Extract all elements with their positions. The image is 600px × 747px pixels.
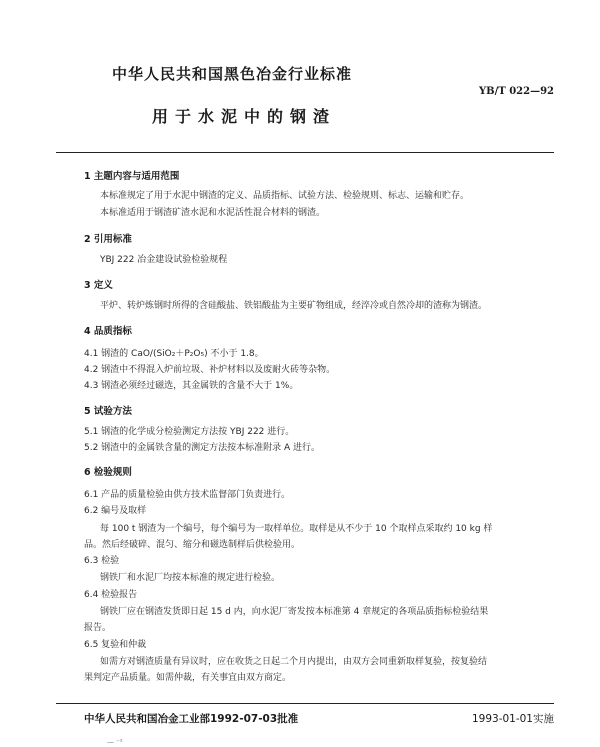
org-title: 中华人民共和国黑色冶金行业标准 (112, 65, 353, 83)
section-4-item: 4.2 钢渣中不得混入炉前垃圾、补炉材料以及废耐火砖等杂物。 (84, 365, 336, 375)
section-5-item: 5.1 钢渣的化学成分检验测定方法按 YBJ 222 进行。 (84, 427, 295, 437)
section-3-line: 平炉、转炉炼钢时所得的含硅酸盐、铁铝酸盐为主要矿物组成，经淬冷或自然冷却的渣称为钢渣。 (100, 301, 488, 311)
footer-rule (56, 703, 554, 704)
page-mark: — ⁻² (107, 738, 123, 746)
section-6-heading: 6 检验规则 (84, 467, 132, 478)
section-5-heading: 5 试验方法 (84, 406, 132, 417)
section-6-paragraph: 报告。 (84, 623, 112, 633)
section-6-subheading: 6.4 检验报告 (84, 590, 138, 600)
section-6-paragraph: 品。然后经破碎、混匀、缩分和磁选制样后供检验用。 (84, 540, 301, 550)
effective-date: 1993-01-01实施 (471, 713, 554, 725)
section-6-paragraph: 每 100 t 钢渣为一个编号，每个编号为一取样单位。取样是从不少于 10 个取样点采取约 10 kg 样 (100, 524, 493, 534)
section-4-item: 4.3 钢渣必须经过磁选，其金属铁的含量不大于 1%。 (84, 381, 299, 391)
section-4-item: 4.1 钢渣的 CaO/(SiO₂＋P₂O₅) 不小于 1.8。 (84, 349, 264, 359)
standard-code: YB/T 022—92 (479, 86, 554, 97)
section-6-subheading: 6.3 检验 (84, 556, 120, 566)
approval-line: 中华人民共和国冶金工业部1992-07-03批准 (84, 713, 299, 725)
section-6-paragraph: 钢铁厂应在钢渣发货即日起 15 d 内，向水泥厂寄发按本标准第 4 章规定的各项品质指标检验结果 (100, 607, 489, 617)
section-1-line: 本标准适用于钢渣矿渣水泥和水泥活性混合材料的钢渣。 (100, 208, 326, 218)
section-6-subheading: 6.2 编号及取样 (84, 506, 147, 516)
section-6-paragraph: 钢铁厂和水泥厂均按本标准的规定进行检验。 (100, 573, 281, 583)
section-5-item: 5.2 钢渣中的金属铁含量的测定方法按本标准附录 A 进行。 (84, 443, 321, 453)
section-1-line: 本标准规定了用于水泥中钢渣的定义、品质指标、试验方法、检验规则、标志、运输和贮存。 (100, 191, 470, 201)
section-6-item: 6.1 产品的质量检验由供方技术监督部门负责进行。 (84, 490, 291, 500)
section-2-line: YBJ 222 冶金建设试验检验规程 (100, 255, 228, 265)
section-6-subheading: 6.5 复验和仲裁 (84, 640, 147, 650)
section-6-paragraph: 果判定产品质量。如需仲裁，有关事宜由双方商定。 (84, 673, 292, 683)
section-4-heading: 4 品质指标 (84, 326, 132, 337)
section-3-heading: 3 定义 (84, 280, 113, 291)
section-1-heading: 1 主题内容与适用范围 (84, 171, 180, 182)
section-2-heading: 2 引用标准 (84, 234, 132, 245)
document-title: 用于水泥中的钢渣 (152, 107, 337, 126)
header-rule (56, 152, 554, 153)
section-6-paragraph: 如需方对钢渣质量有异议时，应在收货之日起二个月内提出，由双方会同重新取样复验，按复验结 (100, 657, 488, 667)
